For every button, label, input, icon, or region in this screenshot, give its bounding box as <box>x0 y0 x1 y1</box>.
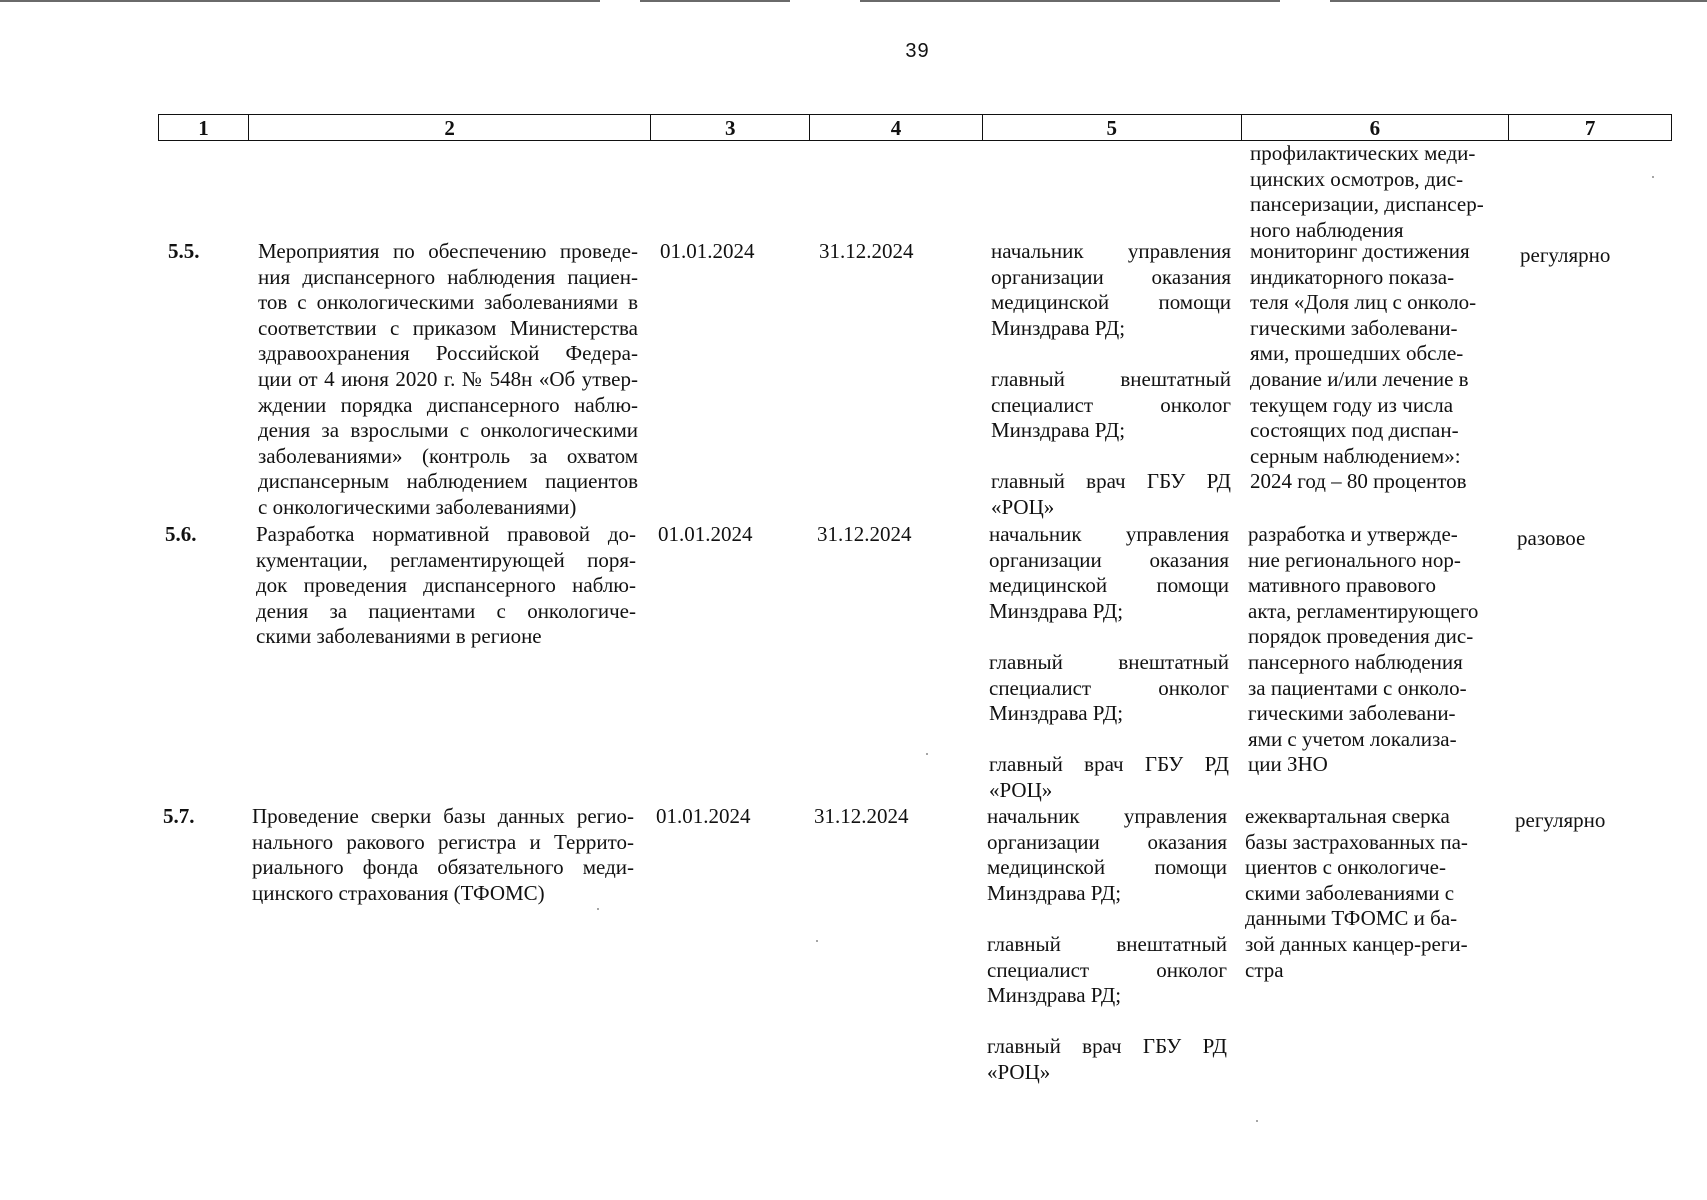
text-line: тов с онкологическими заболеваниями в <box>258 290 638 315</box>
text-line: скими заболеваниями в регионе <box>256 624 542 649</box>
word: организации <box>991 264 1104 289</box>
text-line: пансеризации, диспансер- <box>1250 192 1484 217</box>
word: онколог <box>1160 392 1231 417</box>
word: Минздрава РД; <box>991 315 1126 340</box>
word: внештатный <box>1120 366 1231 391</box>
text-line: док проведения диспансерного наблю- <box>256 573 636 598</box>
responsible-entry <box>987 1034 1227 1085</box>
text-line: текущем году из числа <box>1250 392 1454 417</box>
word: ГБУ <box>1144 752 1184 777</box>
scan-edge-line <box>0 0 600 2</box>
expected-result <box>1250 239 1510 495</box>
word: управления <box>1127 239 1231 263</box>
word: оказания <box>1151 264 1231 289</box>
responsible-entry <box>991 239 1231 341</box>
text-line: цинского страхования (ТФОМС) <box>252 880 545 905</box>
text-line <box>987 932 1227 958</box>
text-line: ции ЗНО <box>1248 752 1328 777</box>
text-line: дование и/или лечение в <box>1250 366 1469 391</box>
scan-speck <box>926 753 928 755</box>
word: Минздрава РД; <box>989 701 1124 726</box>
text-line <box>989 548 1229 574</box>
text-line: зой данных канцер-реги- <box>1245 931 1468 956</box>
word: медицинской <box>989 573 1108 598</box>
text-line <box>987 1060 1227 1086</box>
text-line: ждении порядка диспансерного наблю- <box>258 392 638 417</box>
text-line: заболеваниями» (контроль за охватом <box>258 443 638 468</box>
word: онколог <box>1156 957 1227 982</box>
word: медицинской <box>987 855 1106 880</box>
word: ГБУ <box>1146 469 1186 494</box>
header-cell-7: 7 <box>1584 116 1596 140</box>
text-line <box>989 650 1229 676</box>
header-cell-6: 6 <box>1242 115 1510 140</box>
text-line: мативного правового <box>1248 573 1437 598</box>
text-line: 2024 год – 80 процентов <box>1250 469 1467 494</box>
text-line <box>987 1034 1227 1060</box>
word: главный <box>989 752 1063 777</box>
activity-title <box>258 239 638 521</box>
word: главный <box>987 1034 1061 1059</box>
text-line: серным наблюдением»: <box>1250 443 1461 468</box>
text-line <box>989 701 1229 727</box>
word: врач <box>1084 752 1124 777</box>
text-line: разработка и утвержде- <box>1248 522 1458 546</box>
text-line: стра <box>1245 957 1284 982</box>
word: Минздрава РД; <box>987 880 1122 905</box>
text-line <box>991 239 1231 265</box>
table-header-row <box>158 114 1672 141</box>
text-line: нального ракового регистра и Террито- <box>252 829 634 854</box>
word: РД <box>1204 752 1229 777</box>
scan-speck <box>816 940 818 942</box>
header-cell-1: 1 <box>159 115 249 140</box>
word: управления <box>1125 522 1229 546</box>
header-cell-4: 4 <box>810 115 983 140</box>
text-line: Проведение сверки базы данных регио- <box>252 804 634 828</box>
text-line: индикаторного показа- <box>1250 264 1455 289</box>
word: внештатный <box>1116 931 1227 956</box>
word: главный <box>989 649 1063 674</box>
text-line: профилактических меди- <box>1250 141 1476 165</box>
text-line: циентов с онкологиче- <box>1245 855 1446 880</box>
word: Минздрава РД; <box>987 983 1122 1008</box>
expected-result <box>1245 804 1505 983</box>
word: начальник <box>987 804 1080 828</box>
text-line: акта, регламентирующего <box>1248 598 1479 623</box>
text-line: ями, прошедших обсле- <box>1250 341 1464 366</box>
word: медицинской <box>991 290 1110 315</box>
word: специалист <box>989 675 1092 700</box>
word: врач <box>1086 469 1126 494</box>
text-line: порядок проведения дис- <box>1248 624 1474 649</box>
responsible-persons <box>987 804 1227 1086</box>
text-line: цинских осмотров, дис- <box>1250 166 1464 191</box>
word: оказания <box>1147 829 1227 854</box>
text-line: кументации, регламентирующей поря- <box>256 547 636 572</box>
responsible-entry <box>991 367 1231 444</box>
word: врач <box>1082 1034 1122 1059</box>
header-cell-2: 2 <box>249 115 651 140</box>
periodicity: регулярно <box>1515 808 1606 832</box>
word: управления <box>1123 804 1227 828</box>
responsible-entry <box>987 804 1227 906</box>
responsible-entry <box>989 752 1229 803</box>
scan-speck <box>597 908 599 910</box>
word: главный <box>991 469 1065 494</box>
text-line <box>987 830 1227 856</box>
responsible-persons <box>991 239 1231 521</box>
text-line: пансерного наблюдения <box>1248 649 1463 674</box>
start-date: 01.01.2024 <box>658 522 753 546</box>
text-line <box>989 778 1229 804</box>
word: помощи <box>1158 290 1231 315</box>
text-line: ями с учетом локализа- <box>1248 726 1457 751</box>
text-line: теля «Доля лиц с онколо- <box>1250 290 1477 315</box>
periodicity: разовое <box>1517 526 1586 550</box>
text-line: скими заболеваниями с <box>1245 880 1455 905</box>
text-line: дения за взрослыми с онкологическими <box>258 418 638 443</box>
responsible-entry <box>989 650 1229 727</box>
text-line: базы застрахованных па- <box>1245 829 1468 854</box>
responsible-entry <box>989 522 1229 624</box>
text-line <box>991 265 1231 291</box>
word: организации <box>987 829 1100 854</box>
word: помощи <box>1154 855 1227 880</box>
word: организации <box>989 547 1102 572</box>
text-line <box>991 316 1231 342</box>
word: специалист <box>987 957 1090 982</box>
row-number: 5.5. <box>168 239 200 263</box>
word: «РОЦ» <box>989 777 1053 802</box>
text-line <box>991 418 1231 444</box>
text-line: с онкологическими заболеваниями) <box>258 494 577 519</box>
continuation-text <box>1250 141 1510 243</box>
word: «РОЦ» <box>987 1059 1051 1084</box>
word: начальник <box>989 522 1082 546</box>
text-line: мониторинг достижения <box>1250 239 1470 263</box>
text-line: ния диспансерного наблюдения пациен- <box>258 264 638 289</box>
text-line: соответствии с приказом Министерства <box>258 315 638 340</box>
word: ГБУ <box>1142 1034 1182 1059</box>
text-line: данными ТФОМС и ба- <box>1245 906 1458 931</box>
text-line: ного наблюдения <box>1250 217 1404 242</box>
text-line: риального фонда обязательного меди- <box>252 855 634 880</box>
text-line: дения за пациентами с онкологиче- <box>256 598 636 623</box>
responsible-entry <box>991 469 1231 520</box>
activity-title <box>252 804 634 906</box>
word: специалист <box>991 392 1094 417</box>
scan-edge-line <box>860 0 1280 2</box>
text-line <box>991 495 1231 521</box>
scan-speck <box>1652 176 1654 178</box>
header-cell-3: 3 <box>651 115 810 140</box>
end-date: 31.12.2024 <box>819 239 914 263</box>
text-line: здравоохранения Российской Федера- <box>258 341 638 366</box>
text-line: гическими заболевани- <box>1248 701 1456 726</box>
text-line <box>987 958 1227 984</box>
text-line <box>987 804 1227 830</box>
text-line <box>989 599 1229 625</box>
scan-edge-line <box>640 0 790 2</box>
activity-title <box>256 522 636 650</box>
text-line <box>991 367 1231 393</box>
row-number: 5.7. <box>163 804 195 828</box>
responsible-persons <box>989 522 1229 804</box>
text-line <box>989 522 1229 548</box>
scan-edge-line <box>1330 0 1707 2</box>
responsible-entry <box>987 932 1227 1009</box>
end-date: 31.12.2024 <box>817 522 912 546</box>
text-line: за пациентами с онколо- <box>1248 675 1467 700</box>
word: оказания <box>1149 547 1229 572</box>
text-line <box>987 855 1227 881</box>
periodicity: регулярно <box>1520 243 1611 267</box>
word: помощи <box>1156 573 1229 598</box>
word: начальник <box>991 239 1084 263</box>
word: Минздрава РД; <box>989 598 1124 623</box>
page-number: 39 <box>905 40 930 62</box>
text-line <box>991 469 1231 495</box>
start-date: 01.01.2024 <box>660 239 755 263</box>
text-line <box>991 290 1231 316</box>
text-line: состоящих под диспан- <box>1250 418 1459 443</box>
word: РД <box>1202 1034 1227 1059</box>
text-line: ежеквартальная сверка <box>1245 804 1450 828</box>
header-cell-5: 5 <box>983 115 1242 140</box>
text-line <box>991 393 1231 419</box>
text-line <box>987 881 1227 907</box>
text-line: ние регионального нор- <box>1248 547 1461 572</box>
expected-result <box>1248 522 1508 778</box>
word: главный <box>991 366 1065 391</box>
start-date: 01.01.2024 <box>656 804 751 828</box>
text-line <box>989 752 1229 778</box>
text-line: Разработка нормативной правовой до- <box>256 522 636 546</box>
word: онколог <box>1158 675 1229 700</box>
end-date: 31.12.2024 <box>814 804 909 828</box>
word: внештатный <box>1118 649 1229 674</box>
text-line: гическими заболевани- <box>1250 315 1458 340</box>
text-line <box>989 676 1229 702</box>
word: РД <box>1206 469 1231 494</box>
word: главный <box>987 931 1061 956</box>
scan-speck <box>1256 1120 1258 1122</box>
text-line: Мероприятия по обеспечению проведе- <box>258 239 638 263</box>
text-line <box>987 983 1227 1009</box>
row-number: 5.6. <box>165 522 197 546</box>
word: Минздрава РД; <box>991 418 1126 443</box>
text-line: диспансерным наблюдением пациентов <box>258 469 638 494</box>
text-line: ции от 4 июня 2020 г. № 548н «Об утвер- <box>258 366 638 391</box>
word: «РОЦ» <box>991 494 1055 519</box>
text-line <box>989 573 1229 599</box>
